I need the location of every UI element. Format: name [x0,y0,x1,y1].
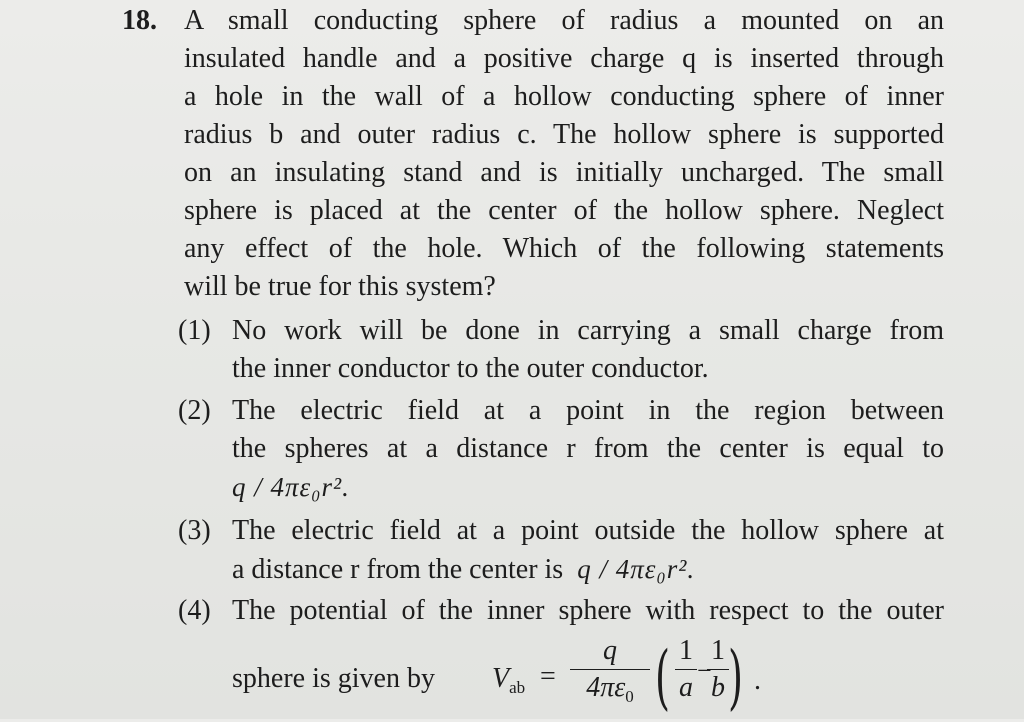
formula-period: . [754,665,761,696]
formula-inner-fraction-2: 1 b [707,634,729,705]
option-label: (2) [178,395,211,426]
stem-line: a hole in the wall of a hollow conducting sphere of inner [184,81,944,112]
stem-line: A small conducting sphere of radius a mounted on an [184,5,944,36]
option-line: sphere is given by [232,663,435,694]
option-label: (3) [178,515,211,546]
stem-line: will be true for this system? [184,271,496,302]
formula-lhs: $V_{ab}$ [492,663,526,697]
question-stem [184,2,944,306]
option-line: No work will be done in carrying a small charge from [232,315,944,346]
option-label: (1) [178,315,211,346]
stem-line: on an insulating stand and is initially uncharged. The small [184,157,944,188]
option-line: the inner conductor to the outer conductor. [232,353,709,384]
stem-line: sphere is placed at the center of the hollow sphere. Neglect [184,195,944,226]
option-label: (4) [178,595,211,626]
formula-main-fraction [570,634,650,714]
formula-minus: − [697,656,712,685]
option-formula: q / 4πε₀r². [577,554,696,584]
stem-line: any effect of the hole. Which of the following statements [184,233,944,264]
option-formula: q / 4πε₀r². [232,472,350,502]
stem-line: insulated handle and a positive charge q is inserted through [184,43,944,74]
fraction-denominator: $4\pi\varepsilon_0$ [586,672,634,706]
option-line: the spheres at a distance r from the center is equal to [232,433,944,464]
left-parenthesis: ( [655,636,671,718]
stem-line: radius b and outer radius c. The hollow sphere is supported [184,119,944,150]
question-number: 18. [122,5,157,36]
formula-inner-fraction-1: 1 a [675,634,697,705]
right-parenthesis: ) [728,636,744,718]
option-line: The potential of the inner sphere with respect to the outer [232,595,944,626]
formula-equals: = [540,661,556,692]
option-line: a distance r from the center is q / 4πε₀r². [232,554,696,585]
option-line: The electric field at a point outside the hollow sphere at [232,515,944,546]
option-line: The electric field at a point in the region between [232,395,944,426]
fraction-bar [570,669,650,670]
fraction-numerator: q [603,635,617,666]
